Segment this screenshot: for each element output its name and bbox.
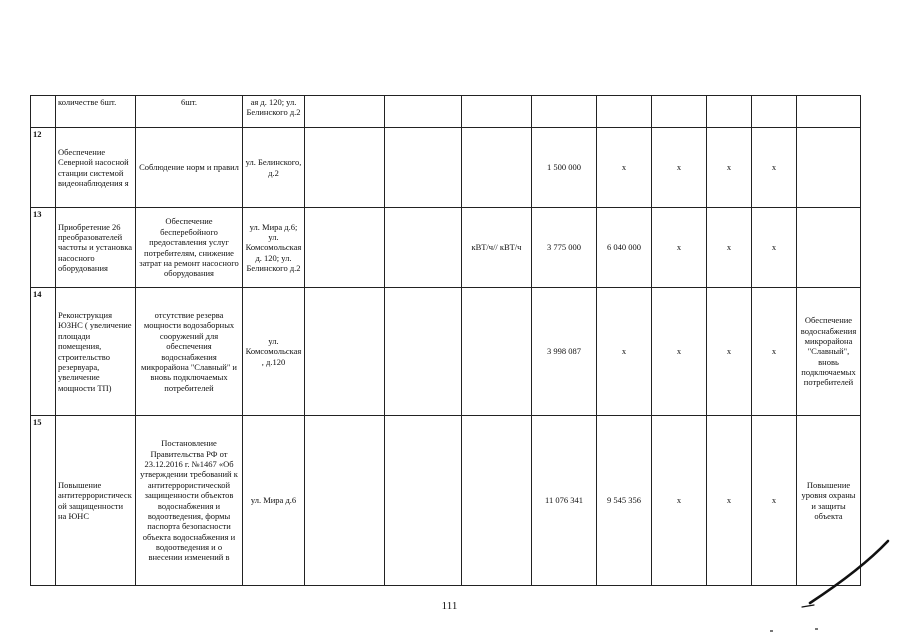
value-cell: х bbox=[652, 416, 707, 586]
value-cell bbox=[707, 96, 752, 128]
value-cell: х bbox=[752, 128, 797, 208]
empty-cell bbox=[385, 96, 462, 128]
pen-stroke-mark bbox=[800, 535, 895, 615]
row-number: 12 bbox=[31, 128, 56, 208]
result-cell bbox=[797, 128, 861, 208]
row-number bbox=[31, 96, 56, 128]
value-cell: х bbox=[707, 288, 752, 416]
measure-name: количестве 6шт. bbox=[56, 96, 136, 128]
cost-cell: 9 545 356 bbox=[597, 416, 652, 586]
measure-purpose: Обеспечение бесперебойного предоставления услуг потребителям, снижение затрат на ремонт насосного оборудования bbox=[136, 208, 243, 288]
measure-address: ул. Мира д.6; ул. Комсомольская д. 120; ул. Белинского д.2 bbox=[243, 208, 305, 288]
unit-cell: кВТ/ч// кВТ/ч bbox=[462, 208, 532, 288]
unit-cell bbox=[462, 416, 532, 586]
cost-cell: 1 500 000 bbox=[532, 128, 597, 208]
measure-address: ул. Белинского, д.2 bbox=[243, 128, 305, 208]
row-number: 13 bbox=[31, 208, 56, 288]
measure-purpose: 6шт. bbox=[136, 96, 243, 128]
empty-cell bbox=[385, 416, 462, 586]
value-cell: х bbox=[707, 128, 752, 208]
result-cell bbox=[797, 208, 861, 288]
value-cell: х bbox=[652, 208, 707, 288]
value-cell: х bbox=[752, 208, 797, 288]
empty-cell bbox=[305, 96, 385, 128]
measure-name: Повышение антитеррористической защищенности на ЮНС bbox=[56, 416, 136, 586]
value-cell: х bbox=[652, 288, 707, 416]
cost-cell: 3 998 087 bbox=[532, 288, 597, 416]
table-row bbox=[31, 128, 861, 208]
unit-cell bbox=[462, 288, 532, 416]
unit-cell bbox=[462, 96, 532, 128]
measure-name: Приобретение 26 преобразователей частоты и установка насосного оборудования bbox=[56, 208, 136, 288]
cost-cell: х bbox=[597, 288, 652, 416]
empty-cell bbox=[305, 288, 385, 416]
value-cell bbox=[752, 96, 797, 128]
unit-cell bbox=[462, 128, 532, 208]
value-cell: х bbox=[707, 208, 752, 288]
table-row bbox=[31, 96, 861, 128]
scan-speck bbox=[815, 628, 818, 630]
measure-address: ул. Комсомольская, д.120 bbox=[243, 288, 305, 416]
empty-cell bbox=[305, 208, 385, 288]
table-row bbox=[31, 288, 861, 416]
measure-purpose: Соблюдение норм и правил bbox=[136, 128, 243, 208]
cost-cell: х bbox=[597, 128, 652, 208]
measure-purpose: Постановление Правительства РФ от 23.12.2016 г. №1467 «Об утверждении требований к антитеррористической защищенности объектов водоснабжения и водоотведения, формы паспорта безопасности объекта водоснабжения и водоотведения и о внесении изменений в bbox=[136, 416, 243, 586]
result-cell bbox=[797, 96, 861, 128]
result-cell: Обеспечение водоснабжения микрорайона "Славный", вновь подключаемых потребителей bbox=[797, 288, 861, 416]
value-cell: х bbox=[652, 128, 707, 208]
result-cell: Повышение уровня охраны и защиты объекта bbox=[797, 416, 861, 586]
empty-cell bbox=[385, 288, 462, 416]
measure-name: Реконструкция ЮЗНС ( увеличение площади помещения, строительство резервуара, увеличение мощности ТП) bbox=[56, 288, 136, 416]
row-number: 15 bbox=[31, 416, 56, 586]
empty-cell bbox=[385, 208, 462, 288]
investment-table bbox=[30, 95, 861, 586]
empty-cell bbox=[385, 128, 462, 208]
measure-purpose: отсутствие резерва мощности водозаборных сооружений для обеспечения водоснабжения микрорайона "Славный" и вновь подключаемых потребителей bbox=[136, 288, 243, 416]
value-cell: х bbox=[707, 416, 752, 586]
table-row bbox=[31, 208, 861, 288]
page-number: 111 bbox=[441, 600, 458, 612]
cost-cell bbox=[597, 96, 652, 128]
cost-cell: 6 040 000 bbox=[597, 208, 652, 288]
measure-address: ая д. 120; ул. Белинского д.2 bbox=[243, 96, 305, 128]
value-cell bbox=[652, 96, 707, 128]
value-cell: х bbox=[752, 288, 797, 416]
measure-name: Обеспечение Северной насосной станции системой видеонаблюдения я bbox=[56, 128, 136, 208]
scan-speck bbox=[770, 630, 773, 632]
cost-cell bbox=[532, 96, 597, 128]
cost-cell: 3 775 000 bbox=[532, 208, 597, 288]
measure-address: ул. Мира д.6 bbox=[243, 416, 305, 586]
empty-cell bbox=[305, 416, 385, 586]
row-number: 14 bbox=[31, 288, 56, 416]
value-cell: х bbox=[752, 416, 797, 586]
empty-cell bbox=[305, 128, 385, 208]
table-row bbox=[31, 416, 861, 586]
cost-cell: 11 076 341 bbox=[532, 416, 597, 586]
